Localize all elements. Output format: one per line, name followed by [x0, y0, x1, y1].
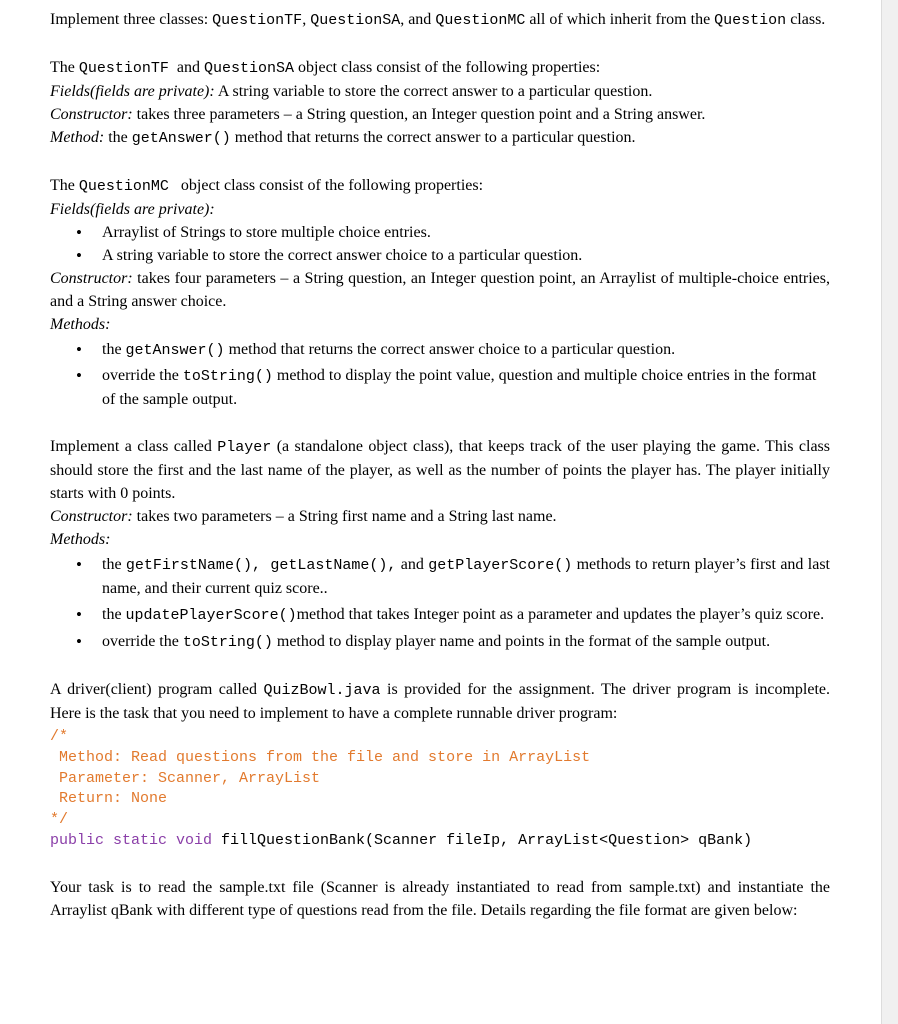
code-quizbowl: QuizBowl.java	[263, 682, 381, 699]
player-methods-list	[50, 553, 830, 654]
text: override the	[102, 367, 183, 384]
methods-label: Methods:	[50, 316, 111, 333]
code-player: Player	[217, 439, 272, 456]
list-item	[50, 338, 830, 362]
text: object class consist of the following properties:	[294, 59, 601, 76]
text: override the	[102, 633, 183, 650]
constructor-text: takes three parameters – a String question, an Integer question point and a String answer.	[132, 106, 706, 123]
comment-line: Parameter: Scanner, ArrayList	[59, 769, 321, 787]
code-block	[50, 727, 830, 852]
constructor-text: takes two parameters – a String first name and a String last name.	[132, 508, 557, 525]
intro-paragraph	[50, 8, 830, 32]
tfsa-method	[50, 126, 830, 150]
list-item: • A string variable to store the correct answer choice to a particular question.	[50, 244, 830, 267]
comment-line: Return: None	[59, 790, 168, 808]
code-questiontf: QuestionTF	[212, 12, 303, 29]
code-tostring: toString()	[182, 368, 273, 385]
text: method that takes Integer point as a parameter and updates the player’s quiz score.	[296, 606, 825, 623]
code-getplayerscore: getPlayerScore()	[428, 557, 573, 574]
mc-heading	[50, 174, 830, 198]
code-updateplayerscore: updatePlayerScore()	[125, 607, 297, 624]
text: Implement a class called	[50, 438, 218, 455]
text: The	[50, 177, 79, 194]
scrollbar-track[interactable]	[881, 0, 898, 1024]
mc-fields-label	[50, 198, 830, 221]
fields-text: A string variable to store the correct answer to a particular question.	[214, 83, 653, 100]
mc-methods-label	[50, 313, 830, 336]
constructor-label: Constructor:	[50, 106, 133, 123]
tfsa-heading	[50, 56, 830, 80]
constructor-text: takes four parameters – a String question, an Integer question point, an Arraylist of multiple-choice entries, and a String answer choice.	[50, 270, 830, 310]
text: methods to return player’s first and last name, and their current quiz score..	[102, 556, 831, 597]
text: (a standalone object class), that keeps track of the user playing the game. This class should store the first and the last name of the player, as well as the number of points the player has. The player initially starts with 0 points.	[50, 438, 830, 502]
code-questionsa: QuestionSA	[310, 12, 401, 29]
code-questionmc: QuestionMC	[78, 178, 169, 195]
text: the	[104, 129, 132, 146]
list-item: • Arraylist of Strings to store multiple choice entries.	[50, 221, 830, 244]
code-questiontf: QuestionTF	[78, 60, 169, 77]
code-getanswer: getAnswer()	[125, 342, 225, 359]
signature-text: fillQuestionBank(Scanner fileIp, ArrayList<Question> qBank)	[212, 831, 753, 849]
code-tostring: toString()	[182, 634, 273, 651]
player-methods-label	[50, 528, 830, 551]
text: The	[50, 59, 79, 76]
code-questionmc: QuestionMC	[435, 12, 526, 29]
text: the	[102, 341, 126, 358]
method-label: Method:	[50, 129, 105, 146]
intro-text: class.	[786, 11, 826, 28]
list-item	[50, 553, 830, 600]
tfsa-fields	[50, 80, 830, 103]
text: A driver(client) program called	[50, 681, 264, 698]
text: object class consist of the following properties:	[176, 177, 484, 194]
comment-line: Method: Read questions from the file and store in ArrayList	[59, 748, 591, 766]
intro-text: Implement three classes:	[50, 11, 213, 28]
document-page	[50, 8, 830, 922]
player-paragraph	[50, 435, 830, 505]
code-getanswer: getAnswer()	[131, 130, 231, 147]
intro-text: ,	[302, 11, 311, 28]
code-questionsa: QuestionSA	[204, 60, 295, 77]
list-item	[50, 603, 830, 627]
text: the	[102, 606, 126, 623]
text: is provided for the assignment. The driver program is incomplete. Here is the task that you need to implement to have a complete runnable driver program:	[50, 681, 830, 722]
list-item	[50, 630, 830, 654]
text: method that returns the correct answer to a particular question.	[230, 129, 636, 146]
constructor-label: Constructor:	[50, 508, 133, 525]
methods-label: Methods:	[50, 531, 111, 548]
mc-methods-list	[50, 338, 830, 411]
mc-constructor	[50, 267, 830, 313]
mc-fields-list	[50, 221, 830, 267]
text: method to display the point value, question and multiple choice entries in the format of the sample output.	[102, 367, 817, 408]
comment-close: */	[50, 811, 69, 829]
code-getters: getFirstName(), getLastName(),	[125, 557, 397, 574]
text: method that returns the correct answer choice to a particular question.	[224, 341, 676, 358]
constructor-label: Constructor:	[50, 270, 133, 287]
tfsa-constructor	[50, 103, 830, 126]
task-paragraph: Your task is to read the sample.txt file (Scanner is already instantiated to read from sample.txt) and instantiate the Arraylist qBank with different type of questions read from the file. Details regarding the file format are given below:	[50, 878, 830, 919]
list-item	[50, 364, 830, 411]
text: the	[102, 556, 126, 573]
player-constructor	[50, 505, 830, 528]
method-signature	[50, 831, 830, 852]
fields-label: Fields(fields are private):	[50, 83, 215, 100]
keyword: public static void	[50, 831, 213, 849]
text: method to display player name and points in the format of the sample output.	[272, 633, 771, 650]
comment-open: /*	[50, 728, 69, 745]
text: and	[176, 59, 204, 76]
driver-paragraph	[50, 678, 830, 725]
text: and	[396, 556, 429, 573]
code-question: Question	[714, 12, 787, 29]
intro-text: all of which inherit from the	[525, 11, 715, 28]
fields-label: Fields(fields are private):	[50, 201, 215, 218]
intro-text: , and	[400, 11, 436, 28]
